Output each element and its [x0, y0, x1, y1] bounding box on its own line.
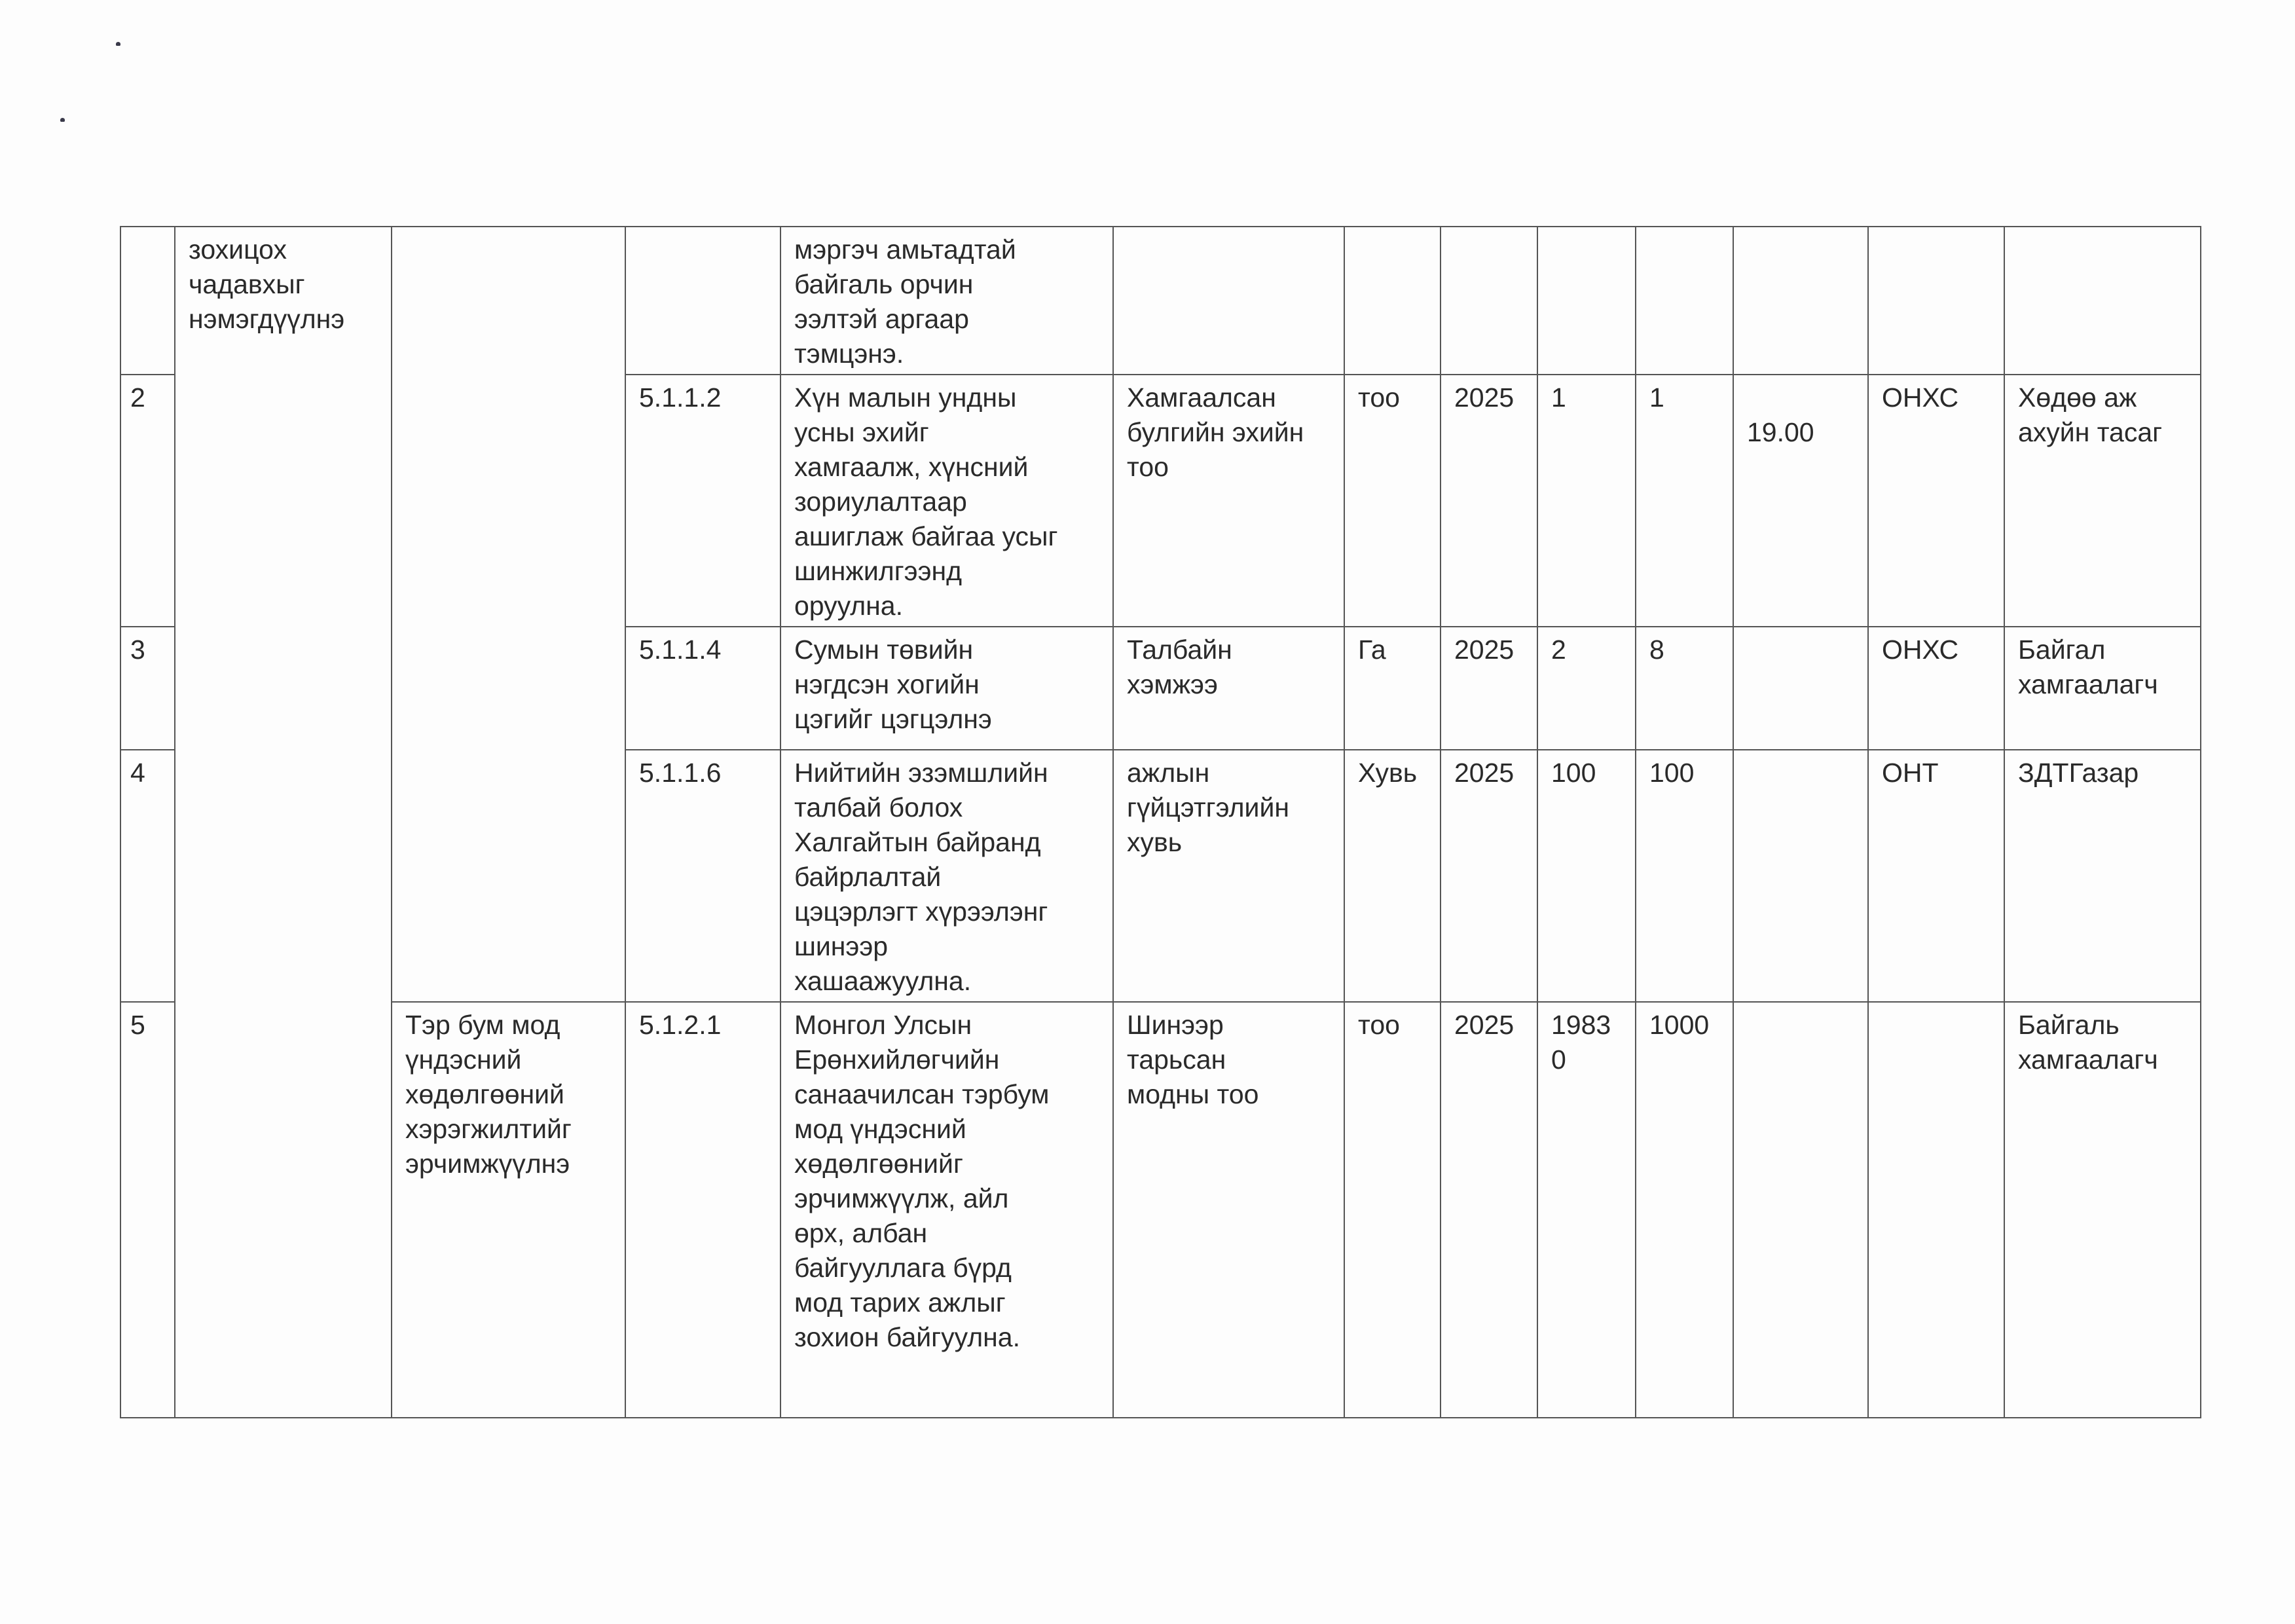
budget-cell: [1733, 1002, 1868, 1418]
funding-source-cell: [1868, 1002, 2004, 1418]
action-plan-table: [120, 226, 2201, 1418]
objective-cell: [392, 1002, 625, 1418]
row-number-cell: 5: [120, 1002, 175, 1418]
row-number-cell: 3: [120, 627, 175, 750]
unit-cell: Га: [1344, 627, 1441, 750]
budget-cell: [1733, 750, 1868, 1002]
scan-speck-mark: [60, 118, 65, 122]
year-cell: [1441, 227, 1537, 375]
indicator-cell: Шинээр тарьсан модны тоо: [1113, 1002, 1344, 1418]
budget-cell: 19.00: [1733, 375, 1868, 627]
objective-cell: [392, 227, 625, 1002]
funding-source-cell: [1868, 227, 2004, 375]
activity-cell: Нийтийн эзэмшлийн талбай болох Халгайтын байранд байрлалтай цэцэрлэгт хүрээлэнг шинээр хашаажуулна.: [780, 750, 1113, 1002]
responsible-cell: [2004, 227, 2201, 375]
baseline-cell: 2: [1537, 627, 1636, 750]
activity-cell: Сумын төвийн нэгдсэн хогийн цэгийг цэгцэлнэ: [780, 627, 1113, 750]
table-row: [120, 1002, 2201, 1418]
target-cell: 100: [1636, 750, 1733, 1002]
unit-cell: тоо: [1344, 375, 1441, 627]
target-cell: 8: [1636, 627, 1733, 750]
indicator-cell: ажлын гүйцэтгэлийн хувь: [1113, 750, 1344, 1002]
unit-cell: Хувь: [1344, 750, 1441, 1002]
row-number-cell: 4: [120, 750, 175, 1002]
code-cell: 5.1.1.6: [625, 750, 780, 1002]
activity-cell: [780, 227, 1113, 375]
year-cell: 2025: [1441, 375, 1537, 627]
objective-text: Тэр бум мод үндэсний хөдөлгөөний хэрэгжилтийг эрчимжүүлнэ: [405, 1010, 572, 1179]
scan-speck-mark: [116, 42, 120, 46]
baseline-cell: 1983 0: [1537, 1002, 1636, 1418]
goal-text: зохицох чадавхыг нэмэгдүүлнэ: [189, 234, 345, 334]
activity-cell: Хүн малын ундны усны эхийг хамгаалж, хүнсний зориулалтаар ашиглаж байгаа усыг шинжилгээнд оруулна.: [780, 375, 1113, 627]
year-cell: 2025: [1441, 627, 1537, 750]
budget-cell: [1733, 627, 1868, 750]
indicator-cell: [1113, 227, 1344, 375]
responsible-cell: ЗДТГазар: [2004, 750, 2201, 1002]
table-row: [120, 227, 2201, 375]
baseline-cell: [1537, 227, 1636, 375]
baseline-cell: 1: [1537, 375, 1636, 627]
target-cell: 1000: [1636, 1002, 1733, 1418]
responsible-cell: Байгал хамгаалагч: [2004, 627, 2201, 750]
row-number-cell: [120, 227, 175, 375]
target-cell: 1: [1636, 375, 1733, 627]
goal-cell: [175, 227, 392, 1418]
baseline-cell: 100: [1537, 750, 1636, 1002]
code-cell: 5.1.1.2: [625, 375, 780, 627]
responsible-cell: Хөдөө аж ахуйн тасаг: [2004, 375, 2201, 627]
year-cell: 2025: [1441, 750, 1537, 1002]
unit-cell: [1344, 227, 1441, 375]
funding-source-cell: ОНТ: [1868, 750, 2004, 1002]
code-cell: 5.1.1.4: [625, 627, 780, 750]
activity-cell: Монгол Улсын Ерөнхийлөгчийн санаачилсан тэрбум мод үндэсний хөдөлгөөнийг эрчимжүүлж, айл өрх, албан байгууллага бүрд мод тарих ажлыг зохион байгуулна.: [780, 1002, 1113, 1418]
indicator-cell: Хамгаалсан булгийн эхийн тоо: [1113, 375, 1344, 627]
activity-text: мэргэч амьтадтай байгаль орчин ээлтэй аргаар тэмцэнэ.: [794, 234, 1016, 369]
budget-cell: [1733, 227, 1868, 375]
funding-source-cell: ОНХС: [1868, 627, 2004, 750]
unit-cell: тоо: [1344, 1002, 1441, 1418]
code-cell: [625, 227, 780, 375]
responsible-cell: Байгаль хамгаалагч: [2004, 1002, 2201, 1418]
indicator-cell: Талбайн хэмжээ: [1113, 627, 1344, 750]
year-cell: 2025: [1441, 1002, 1537, 1418]
code-cell: 5.1.2.1: [625, 1002, 780, 1418]
row-number-cell: 2: [120, 375, 175, 627]
target-cell: [1636, 227, 1733, 375]
funding-source-cell: ОНХС: [1868, 375, 2004, 627]
